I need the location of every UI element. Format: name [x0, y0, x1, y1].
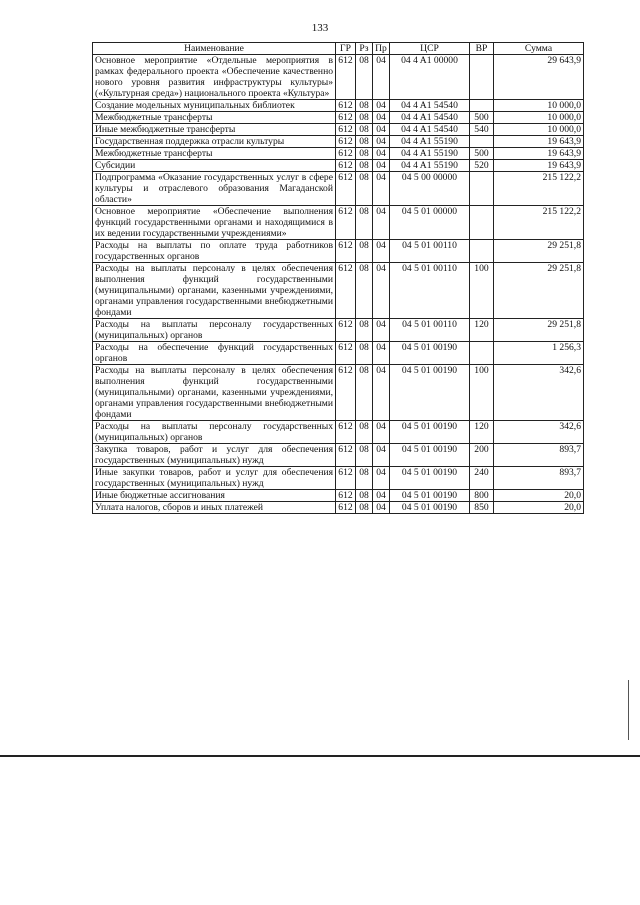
cell-sum: 1 256,3: [494, 342, 584, 365]
table-row: [93, 342, 584, 365]
cell-vr: 500: [470, 112, 494, 124]
cell-sum: 893,7: [494, 444, 584, 467]
cell-gr: 612: [336, 319, 356, 342]
cell-sum: 29 251,8: [494, 240, 584, 263]
cell-pr: 04: [373, 148, 390, 160]
cell-name: Основное мероприятие «Обеспечение выполнения функций государственными органами и находящимися в их ведении государственными учреждениями»: [93, 206, 336, 240]
cell-pr: 04: [373, 502, 390, 514]
cell-csr: 04 5 01 00110: [390, 263, 470, 319]
cell-name: Создание модельных муниципальных библиотек: [93, 100, 336, 112]
cell-csr: 04 5 01 00190: [390, 342, 470, 365]
header-gr: ГР: [336, 43, 356, 55]
cell-name: Расходы на выплаты персоналу государственных (муниципальных) органов: [93, 319, 336, 342]
cell-gr: 612: [336, 421, 356, 444]
table-header-row: [93, 43, 584, 55]
cell-pr: 04: [373, 112, 390, 124]
cell-csr: 04 4 A1 55190: [390, 160, 470, 172]
cell-vr: [470, 240, 494, 263]
cell-csr: 04 4 A1 54540: [390, 124, 470, 136]
table-row: [93, 365, 584, 421]
table-row: [93, 148, 584, 160]
cell-name: Расходы на обеспечение функций государственных органов: [93, 342, 336, 365]
cell-gr: 612: [336, 206, 356, 240]
cell-rz: 08: [356, 148, 373, 160]
cell-rz: 08: [356, 421, 373, 444]
cell-pr: 04: [373, 342, 390, 365]
cell-rz: 08: [356, 100, 373, 112]
cell-vr: [470, 136, 494, 148]
cell-gr: 612: [336, 136, 356, 148]
cell-name: Межбюджетные трансферты: [93, 112, 336, 124]
cell-name: Подпрограмма «Оказание государственных услуг в сфере культуры и отраслевого образования Магаданской области»: [93, 172, 336, 206]
cell-name: Расходы на выплаты персоналу в целях обеспечения выполнения функций государственными (муниципальными) органами, казенными учреждениями, органами управления государственными внебюджетными фондами: [93, 365, 336, 421]
table-row: [93, 502, 584, 514]
cell-pr: 04: [373, 467, 390, 490]
cell-name: Иные закупки товаров, работ и услуг для обеспечения государственных (муниципальных) нужд: [93, 467, 336, 490]
cell-sum: 10 000,0: [494, 124, 584, 136]
cell-sum: 29 251,8: [494, 319, 584, 342]
cell-name: Расходы на выплаты персоналу в целях обеспечения выполнения функций государственными (муниципальными) органами, казенными учреждениями, органами управления государственными внебюджетными фондами: [93, 263, 336, 319]
table-row: [93, 160, 584, 172]
cell-name: Государственная поддержка отрасли культуры: [93, 136, 336, 148]
cell-sum: 20,0: [494, 502, 584, 514]
cell-gr: 612: [336, 240, 356, 263]
bottom-rule: [0, 755, 640, 757]
cell-gr: 612: [336, 112, 356, 124]
cell-vr: [470, 172, 494, 206]
cell-rz: 08: [356, 263, 373, 319]
table-row: [93, 100, 584, 112]
cell-rz: 08: [356, 136, 373, 148]
table-row: [93, 490, 584, 502]
cell-vr: 120: [470, 319, 494, 342]
margin-mark: [628, 680, 629, 740]
page-number: 133: [311, 22, 329, 34]
cell-rz: 08: [356, 55, 373, 100]
table-row: [93, 55, 584, 100]
cell-csr: 04 5 01 00000: [390, 206, 470, 240]
cell-sum: 19 643,9: [494, 136, 584, 148]
cell-pr: 04: [373, 136, 390, 148]
cell-csr: 04 5 01 00190: [390, 365, 470, 421]
cell-csr: 04 5 01 00110: [390, 240, 470, 263]
cell-gr: 612: [336, 55, 356, 100]
table-row: [93, 263, 584, 319]
cell-vr: [470, 342, 494, 365]
cell-pr: 04: [373, 240, 390, 263]
cell-vr: [470, 206, 494, 240]
cell-csr: 04 4 A1 00000: [390, 55, 470, 100]
table-row: [93, 467, 584, 490]
cell-name: Основное мероприятие «Отдельные мероприятия в рамках федерального проекта «Обеспечение качественно нового уровня развития инфраструктуры культуры» («Культурная среда») национального проекта «Культура»: [93, 55, 336, 100]
cell-sum: 215 122,2: [494, 206, 584, 240]
cell-csr: 04 5 01 00110: [390, 319, 470, 342]
cell-vr: 200: [470, 444, 494, 467]
cell-vr: 540: [470, 124, 494, 136]
cell-rz: 08: [356, 172, 373, 206]
cell-rz: 08: [356, 112, 373, 124]
cell-name: Уплата налогов, сборов и иных платежей: [93, 502, 336, 514]
cell-pr: 04: [373, 172, 390, 206]
cell-sum: 342,6: [494, 421, 584, 444]
cell-vr: 520: [470, 160, 494, 172]
cell-csr: 04 4 A1 54540: [390, 100, 470, 112]
cell-rz: 08: [356, 319, 373, 342]
cell-name: Расходы на выплаты персоналу государственных (муниципальных) органов: [93, 421, 336, 444]
budget-table: [92, 42, 584, 514]
table-row: [93, 124, 584, 136]
cell-rz: 08: [356, 365, 373, 421]
cell-gr: 612: [336, 148, 356, 160]
cell-gr: 612: [336, 490, 356, 502]
cell-csr: 04 5 00 00000: [390, 172, 470, 206]
cell-sum: 10 000,0: [494, 100, 584, 112]
cell-vr: 850: [470, 502, 494, 514]
cell-sum: 20,0: [494, 490, 584, 502]
cell-sum: 215 122,2: [494, 172, 584, 206]
cell-csr: 04 5 01 00190: [390, 467, 470, 490]
table-row: [93, 421, 584, 444]
cell-gr: 612: [336, 444, 356, 467]
table-row: [93, 112, 584, 124]
cell-name: Иные бюджетные ассигнования: [93, 490, 336, 502]
cell-gr: 612: [336, 365, 356, 421]
cell-pr: 04: [373, 263, 390, 319]
cell-rz: 08: [356, 240, 373, 263]
cell-vr: 800: [470, 490, 494, 502]
cell-rz: 08: [356, 502, 373, 514]
cell-csr: 04 5 01 00190: [390, 490, 470, 502]
header-rz: Рз: [356, 43, 373, 55]
cell-rz: 08: [356, 490, 373, 502]
cell-csr: 04 5 01 00190: [390, 444, 470, 467]
cell-pr: 04: [373, 160, 390, 172]
cell-name: Закупка товаров, работ и услуг для обеспечения государственных (муниципальных) нужд: [93, 444, 336, 467]
cell-csr: 04 4 A1 54540: [390, 112, 470, 124]
cell-name: Иные межбюджетные трансферты: [93, 124, 336, 136]
table-row: [93, 136, 584, 148]
cell-sum: 10 000,0: [494, 112, 584, 124]
cell-csr: 04 4 A1 55190: [390, 148, 470, 160]
cell-rz: 08: [356, 124, 373, 136]
cell-name: Расходы на выплаты по оплате труда работников государственных органов: [93, 240, 336, 263]
cell-gr: 612: [336, 160, 356, 172]
cell-sum: 19 643,9: [494, 160, 584, 172]
cell-gr: 612: [336, 342, 356, 365]
cell-sum: 29 643,9: [494, 55, 584, 100]
cell-gr: 612: [336, 467, 356, 490]
cell-gr: 612: [336, 100, 356, 112]
header-sum: Сумма: [494, 43, 584, 55]
cell-pr: 04: [373, 206, 390, 240]
cell-vr: 100: [470, 263, 494, 319]
header-vr: ВР: [470, 43, 494, 55]
cell-name: Субсидии: [93, 160, 336, 172]
cell-sum: 29 251,8: [494, 263, 584, 319]
header-csr: ЦСР: [390, 43, 470, 55]
cell-pr: 04: [373, 100, 390, 112]
cell-rz: 08: [356, 467, 373, 490]
cell-csr: 04 4 A1 55190: [390, 136, 470, 148]
cell-vr: 120: [470, 421, 494, 444]
header-pr: Пр: [373, 43, 390, 55]
cell-vr: [470, 100, 494, 112]
cell-pr: 04: [373, 444, 390, 467]
cell-gr: 612: [336, 263, 356, 319]
cell-csr: 04 5 01 00190: [390, 502, 470, 514]
cell-rz: 08: [356, 444, 373, 467]
cell-name: Межбюджетные трансферты: [93, 148, 336, 160]
cell-sum: 19 643,9: [494, 148, 584, 160]
cell-pr: 04: [373, 319, 390, 342]
cell-sum: 893,7: [494, 467, 584, 490]
cell-pr: 04: [373, 421, 390, 444]
cell-vr: [470, 55, 494, 100]
cell-rz: 08: [356, 342, 373, 365]
cell-gr: 612: [336, 172, 356, 206]
table-row: [93, 172, 584, 206]
cell-vr: 240: [470, 467, 494, 490]
cell-gr: 612: [336, 124, 356, 136]
cell-gr: 612: [336, 502, 356, 514]
cell-vr: 500: [470, 148, 494, 160]
cell-sum: 342,6: [494, 365, 584, 421]
cell-rz: 08: [356, 206, 373, 240]
cell-pr: 04: [373, 490, 390, 502]
table-row: [93, 206, 584, 240]
cell-pr: 04: [373, 55, 390, 100]
table-row: [93, 319, 584, 342]
table-row: [93, 444, 584, 467]
header-name: Наименование: [93, 43, 336, 55]
cell-rz: 08: [356, 160, 373, 172]
table-row: [93, 240, 584, 263]
cell-pr: 04: [373, 365, 390, 421]
cell-csr: 04 5 01 00190: [390, 421, 470, 444]
cell-pr: 04: [373, 124, 390, 136]
cell-vr: 100: [470, 365, 494, 421]
